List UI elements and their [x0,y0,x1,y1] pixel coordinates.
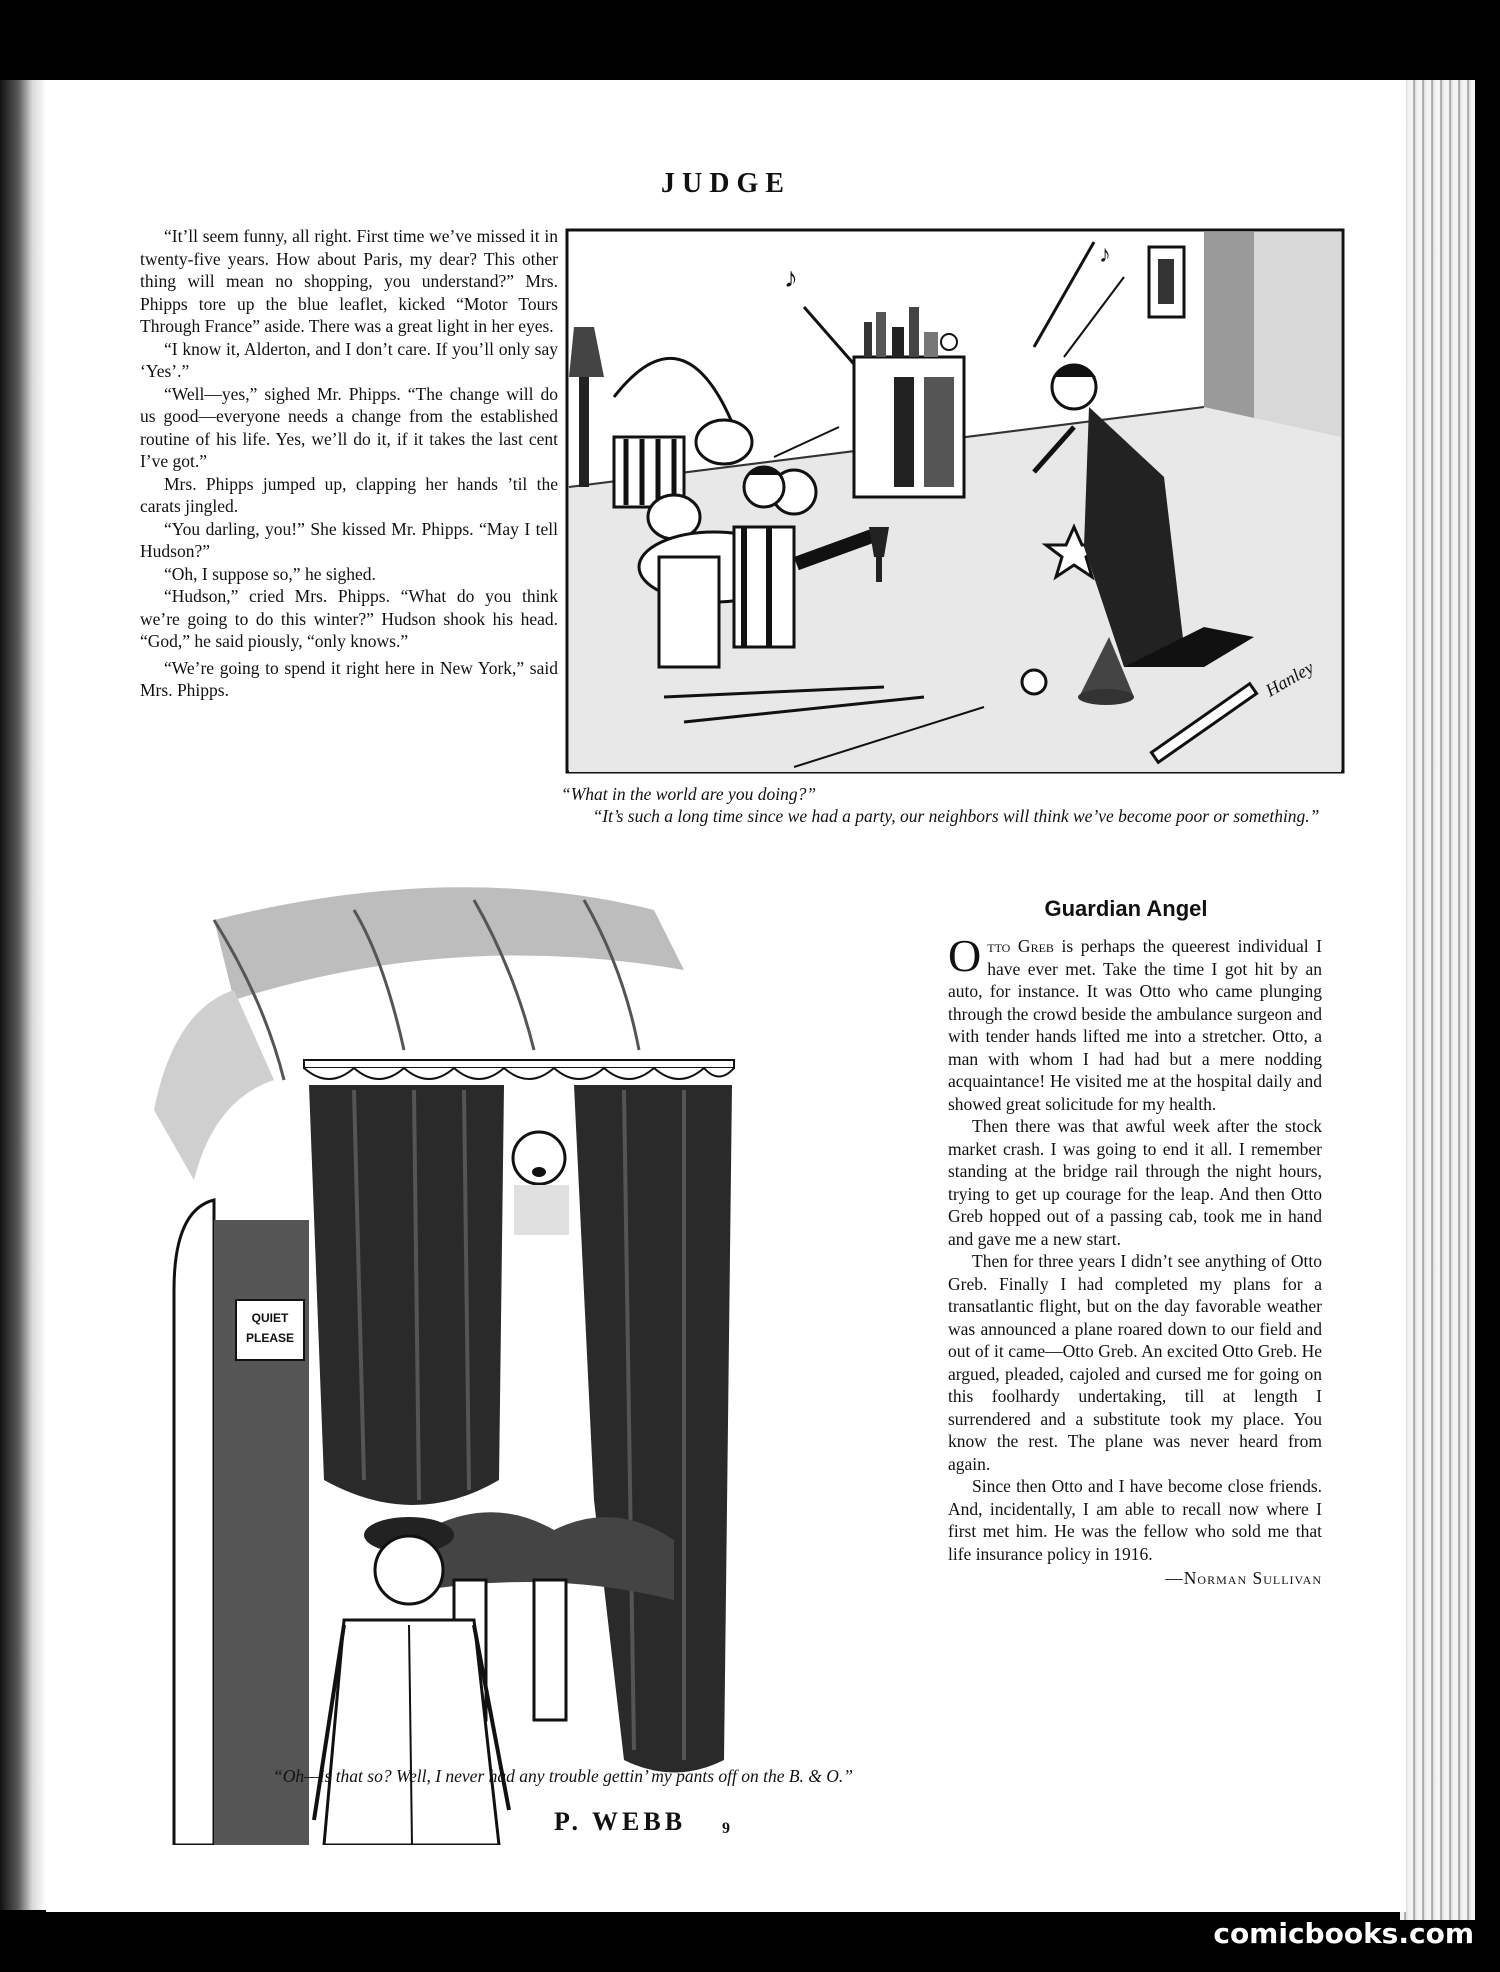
story-title: Guardian Angel [1044,896,1208,921]
svg-text:♪: ♪ [1099,242,1111,268]
right-paragraph: Then for three years I didn’t see anything of Otto Greb. Finally I had completed my plans for a transatlantic flight, but on the day favorable weather was announced a plane roared down to our field and out of it came—Otto Greb. An excited Otto Greb. He argued, pleaded, cajoled and cursed me for going on this foolhardy undertaking, till at length I surrendered and a substitute took my place. You know the rest. The plane was never heard from again. [948,1251,1322,1474]
quiet-please-sign-line1: QUIET [251,1311,289,1325]
watermark: comicbooks.com [1213,1917,1474,1950]
running-head: JUDGE [661,168,791,199]
right-paragraph: Then there was that awful week after the stock market crash. I was going to end it all. I remember standing at the bridge rail through the night hours, trying to get up courage for the leap. And then Otto Greb hopped out of a passing cab, took me in hand and gave me a new start. [948,1116,1322,1249]
caption-line-1: “What in the world are you doing?” [561,784,817,804]
left-paragraph: Mrs. Phipps jumped up, clapping her hands ’til the carats jingled. [140,473,558,516]
page-number: 9 [722,1820,730,1837]
left-paragraph: “I know it, Alderton, and I don’t care. If you’ll only say ‘Yes’.” [140,338,558,381]
left-paragraph: “It’ll seem funny, all right. First time we’ve missed it in twenty-five years. How about Paris, my dear? This other thing will mean no shopping, you understand?” Mrs. Phipps tore up the blue leaflet, kicked “Motor Tours Through France” aside. There was a great light in her eyes. [140,226,558,336]
caption-line-2: “It’s such a long time since we had a party, our neighbors will think we’ve become poor or something.” [592,806,1320,826]
drop-cap: O [948,930,982,981]
quiet-please-sign-line2: PLEASE [245,1331,295,1345]
opening-text: is perhaps the queerest individual I have ever met. Take the time I got hit by an auto, for instance. It was Otto who came plunging through the crowd beside the ambulance surgeon and with tender hands lifted me into a stretcher. Otto, a man with whom I had had but a mere nodding acquaintance! He visited me at the hospital daily and showed great solicitude for my health. [948,936,1322,1114]
left-paragraph: “Hudson,” cried Mrs. Phipps. “What do you think we’re going to do this winter?” Hudson shook his head. “God,” he said piously, “only knows.” [140,586,558,651]
cartoon-bottom-signature: P. WEBB [554,1807,687,1836]
book-gutter-left [0,80,46,1910]
cartoon-curtain-illustration [154,880,936,1845]
cartoon-bottom-caption: “Oh—is that so? Well, I never had any trouble gettin’ my pants off on the B. & O.” [272,1766,854,1786]
right-first-paragraph [948,930,1322,1115]
cartoon-top-signature: Hanley [1262,657,1318,701]
left-paragraph: “You darling, you!” She kissed Mr. Phipps. “May I tell Hudson?” [140,518,558,561]
left-paragraph: “We’re going to spend it right here in New York,” said Mrs. Phipps. [140,657,558,700]
left-paragraph: “Well—yes,” sighed Mr. Phipps. “The change will do us good—everyone needs a change from the established routine of his life. Yes, we’ll do it, if it takes the last cent I’ve got.” [140,383,558,471]
byline: —Norman Sullivan [1165,1568,1322,1588]
cartoon-top-caption [561,783,1351,827]
opening-smallcaps: tto Greb [987,936,1054,956]
svg-text:♪: ♪ [784,263,798,294]
page-stack-edge [1400,80,1475,1920]
right-paragraph: Since then Otto and I have become close friends. And, incidentally, I am able to recall now where I first met him. He was the fellow who sold me that life insurance policy in 1916. [948,1476,1322,1564]
right-story-column [948,930,1322,1590]
left-paragraph: “Oh, I suppose so,” he sighed. [164,563,376,584]
magazine-page [46,80,1406,1912]
left-story-column [140,225,558,702]
cartoon-party-illustration [564,227,1346,775]
